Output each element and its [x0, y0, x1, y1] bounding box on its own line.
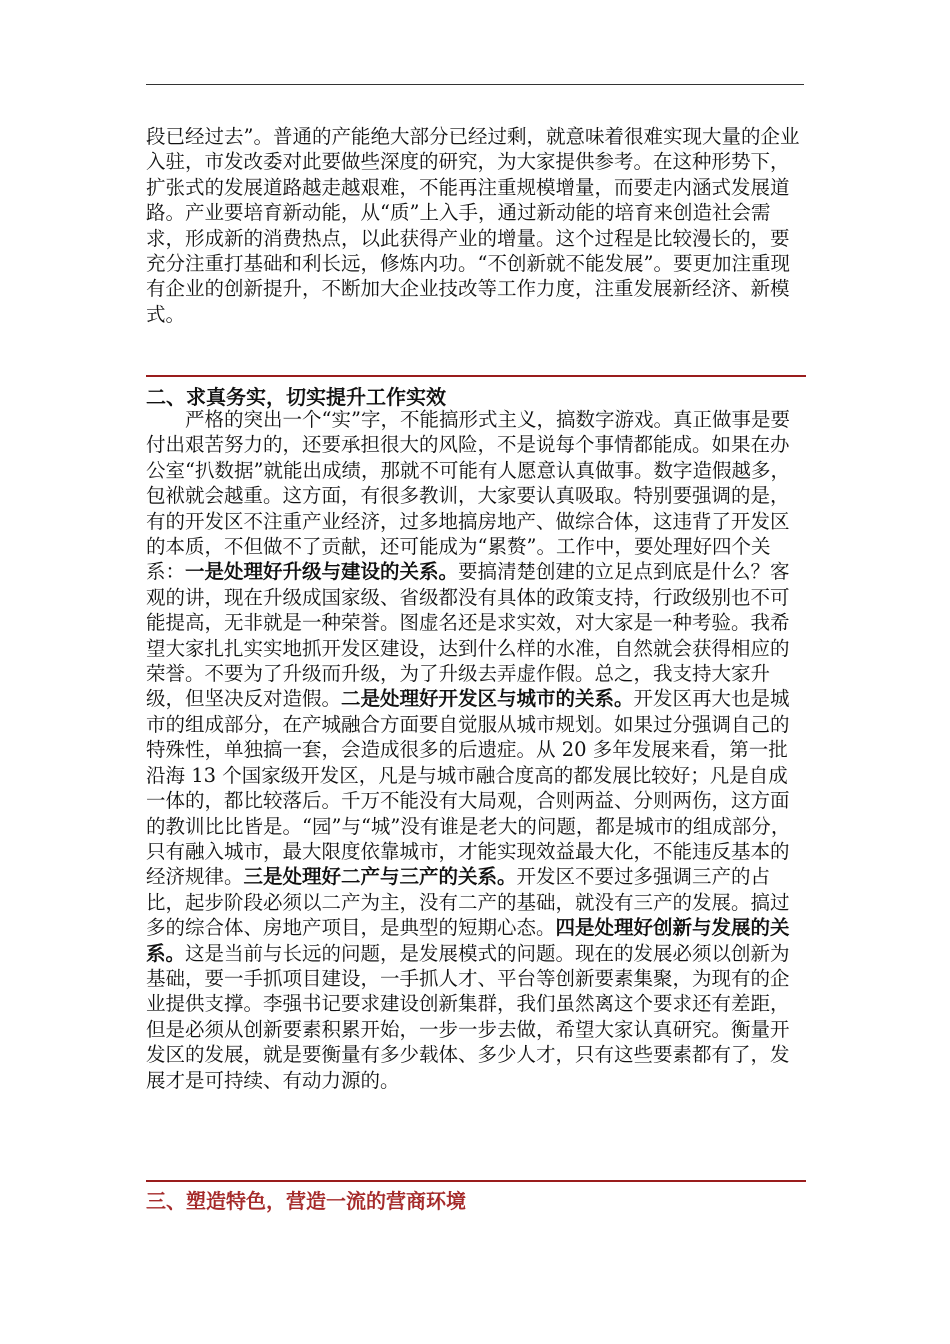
- paragraph-2-text-4: 开发区不要过多强调三产的占比，起步阶段必须以二产为主，没有二产的基础，就没有三产的发展。搞过多的综合体、房地产项目，是典型的短期心态。: [146, 865, 790, 940]
- bold-point-4: 四是处理好创新与发展的关系。: [146, 916, 790, 965]
- section-heading-3: 三、塑造特色，营造一流的营商环境: [146, 1189, 466, 1213]
- section-divider: [146, 375, 806, 377]
- paragraph-2-text-2: 要搞清楚创建的立足点到底是什么？客观的讲，现在升级成国家级、省级都没有具体的政策支持，行政级别也不可能提高，无非就是一种荣誉。图虚名还是求实效，对大家是一种考验。我希望大家扎扎实实地抓开发区建设，达到什么样的水准，自然就会获得相应的荣誉。不要为了升级而升级，为了升级去弄虚作假。总之，我支持大家升级，但坚决反对造假。: [146, 560, 790, 711]
- bold-point-2: 二是处理好开发区与城市的关系。: [341, 687, 634, 711]
- section-heading-2: 二、求真务实，切实提升工作实效: [146, 385, 446, 409]
- section-divider-2: [146, 1180, 806, 1182]
- bold-point-3: 三是处理好二产与三产的关系。: [243, 865, 517, 889]
- paragraph-2-text-5: 这是当前与长远的问题，是发展模式的问题。现在的发展必须以创新为基础，要一手抓项目建设，一手抓人才、平台等创新要素集聚，为现有的企业提供支撑。李强书记要求建设创新集群，我们虽然离这个要求还有差距，但是必须从创新要素积累开始，一步一步去做，希望大家认真研究。衡量开发区的发展，就是要衡量有多少载体、多少人才，只有这些要素都有了，发展才是可持续、有动力源的。: [146, 941, 790, 1092]
- header-rule: [146, 84, 804, 85]
- paragraph-2-text-1: 严格的突出一个“实”字，不能搞形式主义，搞数字游戏。真正做事是要付出艰苦努力的，还要承担很大的风险，不是说每个事情都能成。如果在办公室“扒数据”就能出成绩，那就不可能有人愿意认真做事。数字造假越多，包袱就会越重。这方面，有很多教训，大家要认真吸取。特别要强调的是，有的开发区不注重产业经济，过多地搞房地产、做综合体，这违背了开发区的本质，不但做不了贡献，还可能成为“累赘”。工作中，要处理好四个关系：: [146, 408, 790, 584]
- paragraph-2: [146, 407, 806, 1093]
- paragraph-1: 段已经过去”。普通的产能绝大部分已经过剩，就意味着很难实现大量的企业入驻，市发改委对此要做些深度的研究，为大家提供参考。在这种形势下，扩张式的发展道路越走越艰难，不能再注重规模增量，而要走内涵式发展道路。产业要培育新动能，从“质”上入手，通过新动能的培育来创造社会需求，形成新的消费热点，以此获得产业的增量。这个过程是比较漫长的，要充分注重打基础和利长远，修炼内功。“不创新就不能发展”。要更加注重现有企业的创新提升，不断加大企业技改等工作力度，注重发展新经济、新模式。: [146, 125, 800, 326]
- paragraph-2-text-3: 开发区再大也是城市的组成部分，在产城融合方面要自觉服从城市规划。如果过分强调自己的特殊性，单独搞一套，会造成很多的后遗症。从 20 多年发展来看，第一批沿海 13 个国家级开发区，凡是与城市融合度高的都发展比较好；凡是自成一体的，都比较落后。千万不能没有大局观，合则两益、分则两伤，这方面的教训比比皆是。“园”与“城”没有谁是老大的问题，都是城市的组成部分，只有融入城市，最大限度依靠城市，才能实现效益最大化，不能违反基本的经济规律。: [146, 687, 791, 889]
- bold-point-1: 一是处理好升级与建设的关系。: [185, 560, 459, 584]
